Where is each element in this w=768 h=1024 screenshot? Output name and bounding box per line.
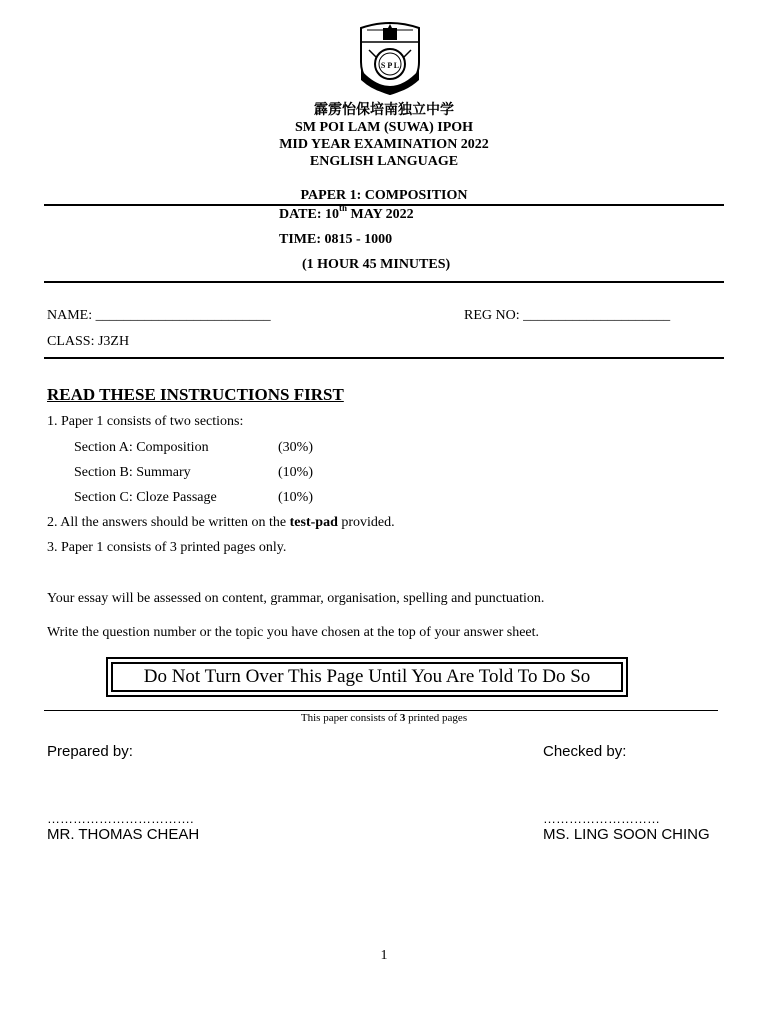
section-a-weight: (30%) — [278, 440, 313, 455]
school-crest-logo — [357, 22, 423, 96]
instruction-item-2: 2. All the answers should be written on the test-pad provided. — [47, 515, 395, 530]
checked-by-name: MS. LING SOON CHING — [543, 826, 710, 843]
section-c-name: Section C: Cloze Passage — [74, 490, 217, 505]
instruction-item-1: 1. Paper 1 consists of two sections: — [47, 414, 244, 429]
pages-note: This paper consists of 3 printed pages — [300, 712, 468, 724]
checked-by-label: Checked by: — [543, 743, 627, 760]
divider-candidate — [44, 357, 724, 359]
subject-title: ENGLISH LANGUAGE — [309, 154, 459, 169]
instruction-item-3: 3. Paper 1 consists of 3 printed pages only. — [47, 540, 287, 555]
instructions-heading: READ THESE INSTRUCTIONS FIRST — [47, 385, 344, 404]
crest-lettering: S P L — [380, 61, 400, 70]
exam-time: TIME: 0815 - 1000 — [279, 232, 393, 247]
prepared-by-name: MR. THOMAS CHEAH — [47, 826, 200, 843]
checked-signature-line: ……………………… — [543, 811, 660, 826]
divider-footer — [44, 710, 718, 711]
class-field: CLASS: J3ZH — [47, 334, 130, 349]
section-c-weight: (10%) — [278, 490, 313, 505]
section-a-name: Section A: Composition — [74, 440, 209, 455]
name-field[interactable]: NAME: _________________________ — [47, 308, 271, 323]
section-b-weight: (10%) — [278, 465, 313, 480]
notice-text: Do Not Turn Over This Page Until You Are Told To Do So — [111, 662, 623, 692]
exam-date: DATE: 10th MAY 2022 — [279, 203, 414, 222]
divider-paper-info — [44, 281, 724, 283]
section-b-name: Section B: Summary — [74, 465, 191, 480]
assessment-note: Your essay will be assessed on content, grammar, organisation, spelling and punctuation. — [47, 591, 545, 606]
topic-note: Write the question number or the topic you have chosen at the top of your answer sheet. — [47, 625, 540, 640]
prepared-by-label: Prepared by: — [47, 743, 133, 760]
exam-title: MID YEAR EXAMINATION 2022 — [279, 137, 489, 152]
page-number: 1 — [380, 948, 388, 963]
exam-duration: (1 HOUR 45 MINUTES) — [302, 257, 451, 272]
prepared-signature-line: ……………………………. — [47, 811, 194, 826]
reg-no-field[interactable]: REG NO: _____________________ — [464, 308, 671, 323]
notice-box — [106, 657, 628, 697]
paper-title: PAPER 1: COMPOSITION — [300, 188, 468, 203]
school-chinese-name: 霹雳怡保培南独立中学 — [314, 103, 454, 118]
school-name: SM POI LAM (SUWA) IPOH — [294, 120, 474, 135]
